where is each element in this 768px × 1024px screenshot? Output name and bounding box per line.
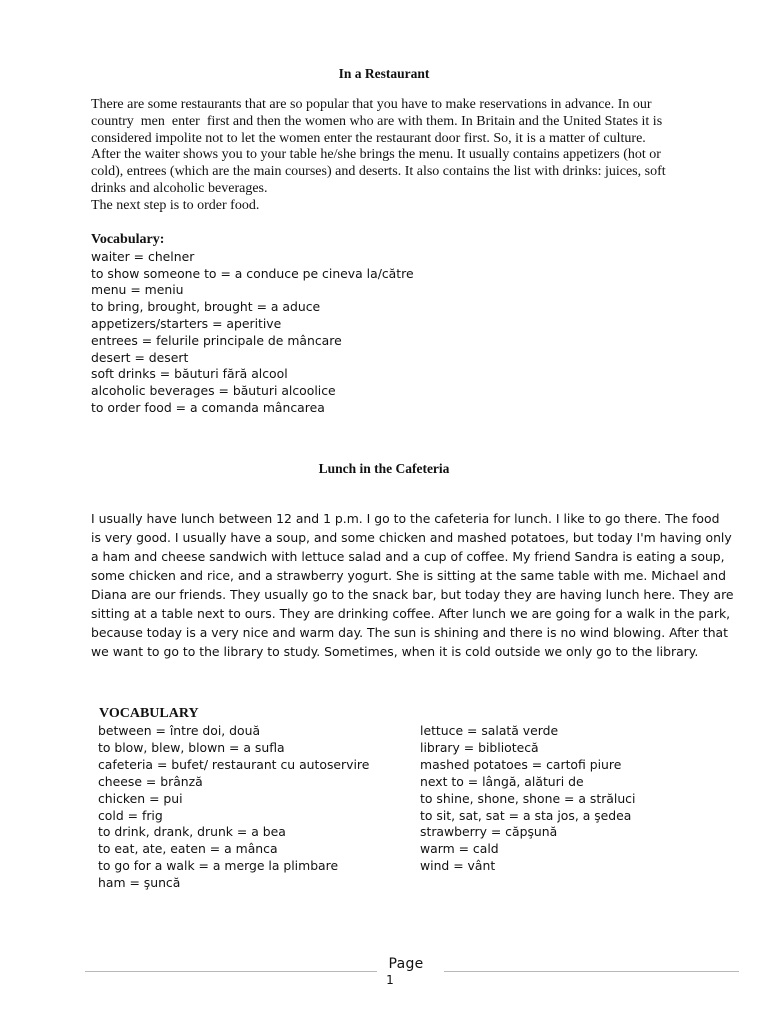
page-number: 1 — [386, 973, 394, 987]
paragraph-line: I usually have lunch between 12 and 1 p.m. I go to the cafeteria for lunch. I like to go there. The food — [91, 511, 720, 526]
paragraph-line: The next step is to order food. — [91, 197, 260, 213]
vocabulary-item: warm = cald — [420, 841, 499, 857]
paragraph-line: After the waiter shows you to your table he/she brings the menu. It usually contains appetizers (hot or — [91, 147, 661, 163]
page-label: Page — [388, 956, 424, 972]
paragraph-line: a ham and cheese sandwich with lettuce salad and a cup of coffee. My friend Sandra is eating a soup, — [91, 549, 725, 564]
vocabulary-item: desert = desert — [91, 349, 189, 365]
vocabulary-item: library = bibliotecă — [420, 739, 539, 755]
section1-vocabulary — [91, 232, 731, 417]
vocabulary-item: to blow, blew, blown = a sufla — [98, 739, 285, 755]
vocabulary-item: cheese = brânză — [98, 773, 203, 789]
section2-title: Lunch in the Cafeteria — [318, 461, 450, 476]
vocabulary-item: cold = frig — [98, 807, 163, 823]
vocabulary-right-column — [420, 723, 635, 875]
vocabulary-item: menu = meniu — [91, 282, 184, 298]
vocabulary-item: entrees = felurile principale de mâncare — [91, 332, 342, 348]
vocabulary-item: appetizers/starters = aperitive — [91, 315, 282, 331]
vocabulary-item: ham = şuncă — [98, 875, 181, 891]
paragraph-line: because today is a very nice and warm day. The sun is shining and there is no wind blowing. After that — [91, 625, 729, 640]
paragraph-line: cold), entrees (which are the main courses) and deserts. It also contains the list with drinks: juices, soft — [91, 164, 666, 180]
vocabulary-heading: Vocabulary: — [91, 232, 165, 247]
vocabulary-item: lettuce = salată verde — [420, 723, 559, 738]
vocabulary-item: to order food = a comanda mâncarea — [91, 399, 325, 415]
vocabulary-item: to show someone to = a conduce pe cineva la/către — [91, 265, 414, 281]
vocabulary-item: to drink, drank, drunk = a bea — [98, 824, 286, 840]
vocabulary-item: strawberry = căpşună — [420, 824, 558, 840]
vocabulary-item: to go for a walk = a merge la plimbare — [98, 858, 339, 874]
section1-paragraph — [91, 97, 731, 215]
vocabulary-item: chicken = pui — [98, 790, 183, 806]
vocabulary-item: to sit, sat, sat = a sta jos, a şedea — [420, 807, 632, 823]
vocabulary-item: wind = vânt — [420, 858, 496, 874]
vocabulary-item: soft drinks = băuturi fără alcool — [91, 366, 288, 382]
paragraph-line: sitting at a table next to ours. They are drinking coffee. After lunch we are going for a walk in the park, — [91, 606, 731, 621]
paragraph-line: we want to go to the library to study. Sometimes, when it is cold outside we only go to the library. — [91, 644, 699, 659]
vocabulary-left-column — [98, 723, 369, 892]
vocabulary-item: to shine, shone, shone = a străluci — [420, 790, 636, 806]
vocabulary-item: waiter = chelner — [91, 248, 195, 264]
section1-title: In a Restaurant — [338, 66, 430, 81]
vocabulary-item: mashed potatoes = cartofi piure — [420, 756, 622, 772]
section2-paragraph — [91, 509, 741, 661]
paragraph-line: country men enter first and then the women who are with them. In Britain and the United States it is — [91, 113, 663, 129]
paragraph-line: There are some restaurants that are so popular that you have to make reservations in advance. In our — [91, 97, 652, 112]
vocabulary-item: between = între doi, două — [98, 723, 261, 738]
paragraph-line: considered impolite not to let the women enter the restaurant door first. So, it is a matter of culture. — [91, 130, 646, 146]
paragraph-line: is very good. I usually have a soup, and some chicken and mashed potatoes, but today I'm having only — [91, 530, 732, 545]
paragraph-line: drinks and alcoholic beverages. — [91, 180, 268, 196]
paragraph-line: some chicken and rice, and a strawberry yogurt. She is sitting at the same table with me. Michael and — [91, 568, 726, 583]
paragraph-line: Diana are our friends. They usually go to the snack bar, but today they are having lunch here. They are — [91, 587, 734, 602]
vocabulary-item: alcoholic beverages = băuturi alcoolice — [91, 383, 336, 399]
vocabulary-item: to eat, ate, eaten = a mânca — [98, 841, 278, 857]
vocabulary-heading: VOCABULARY — [99, 706, 199, 721]
vocabulary-item: to bring, brought, brought = a aduce — [91, 299, 321, 315]
vocabulary-item: next to = lângă, alături de — [420, 773, 584, 789]
vocabulary-list — [91, 249, 731, 417]
vocabulary-item: cafeteria = bufet/ restaurant cu autoservire — [98, 756, 370, 772]
